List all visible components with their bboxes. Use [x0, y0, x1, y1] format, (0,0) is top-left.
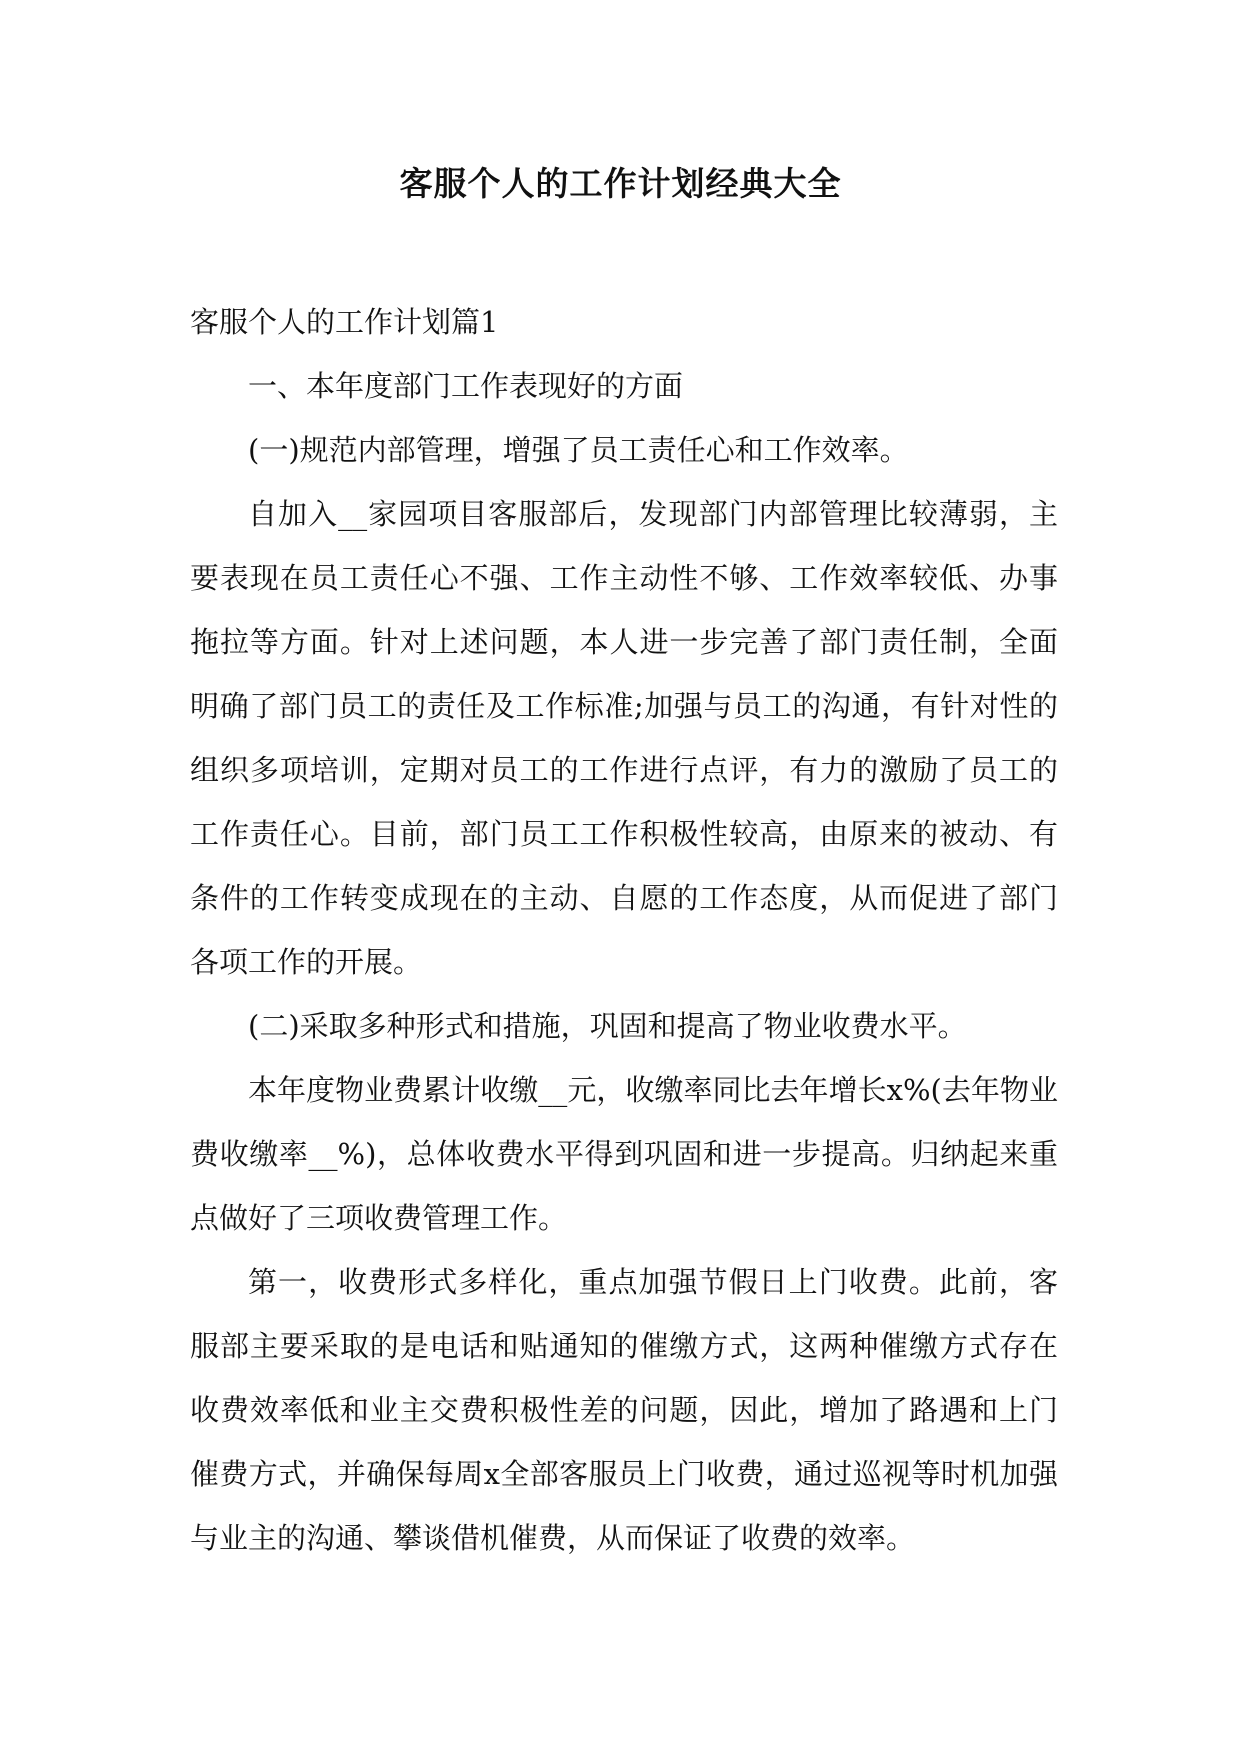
document-body	[190, 290, 1058, 1570]
document-title: 客服个人的工作计划经典大全	[399, 164, 842, 203]
item-heading: (一)规范内部管理，增强了员工责任心和工作效率。	[248, 433, 909, 467]
paragraph: 自加入__家园项目客服部后，发现部门内部管理比较薄弱，主要表现在员工责任心不强、工作主动性不够、工作效率较低、办事拖拉等方面。针对上述问题，本人进一步完善了部门责任制，全面明确了部门员工的责任及工作标准;加强与员工的沟通，有针对性的组织多项培训，定期对员工的工作进行点评，有力的激励了员工的工作责任心。目前，部门员工工作积极性较高，由原来的被动、有条件的工作转变成现在的主动、自愿的工作态度，从而促进了部门各项工作的开展。	[190, 497, 1058, 979]
section-heading: 客服个人的工作计划篇1	[190, 305, 499, 339]
subsection-heading: 一、本年度部门工作表现好的方面	[248, 369, 684, 403]
paragraph: 第一，收费形式多样化，重点加强节假日上门收费。此前，客服部主要采取的是电话和贴通知的催缴方式，这两种催缴方式存在收费效率低和业主交费积极性差的问题，因此，增加了路遇和上门催费方式，并确保每周x全部客服员上门收费，通过巡视等时机加强与业主的沟通、攀谈借机催费，从而保证了收费的效率。	[190, 1265, 1058, 1555]
item-heading: (二)采取多种形式和措施，巩固和提高了物业收费水平。	[248, 1009, 967, 1043]
paragraph: 本年度物业费累计收缴__元，收缴率同比去年增长x%(去年物业费收缴率__%)，总体收费水平得到巩固和进一步提高。归纳起来重点做好了三项收费管理工作。	[190, 1073, 1058, 1235]
